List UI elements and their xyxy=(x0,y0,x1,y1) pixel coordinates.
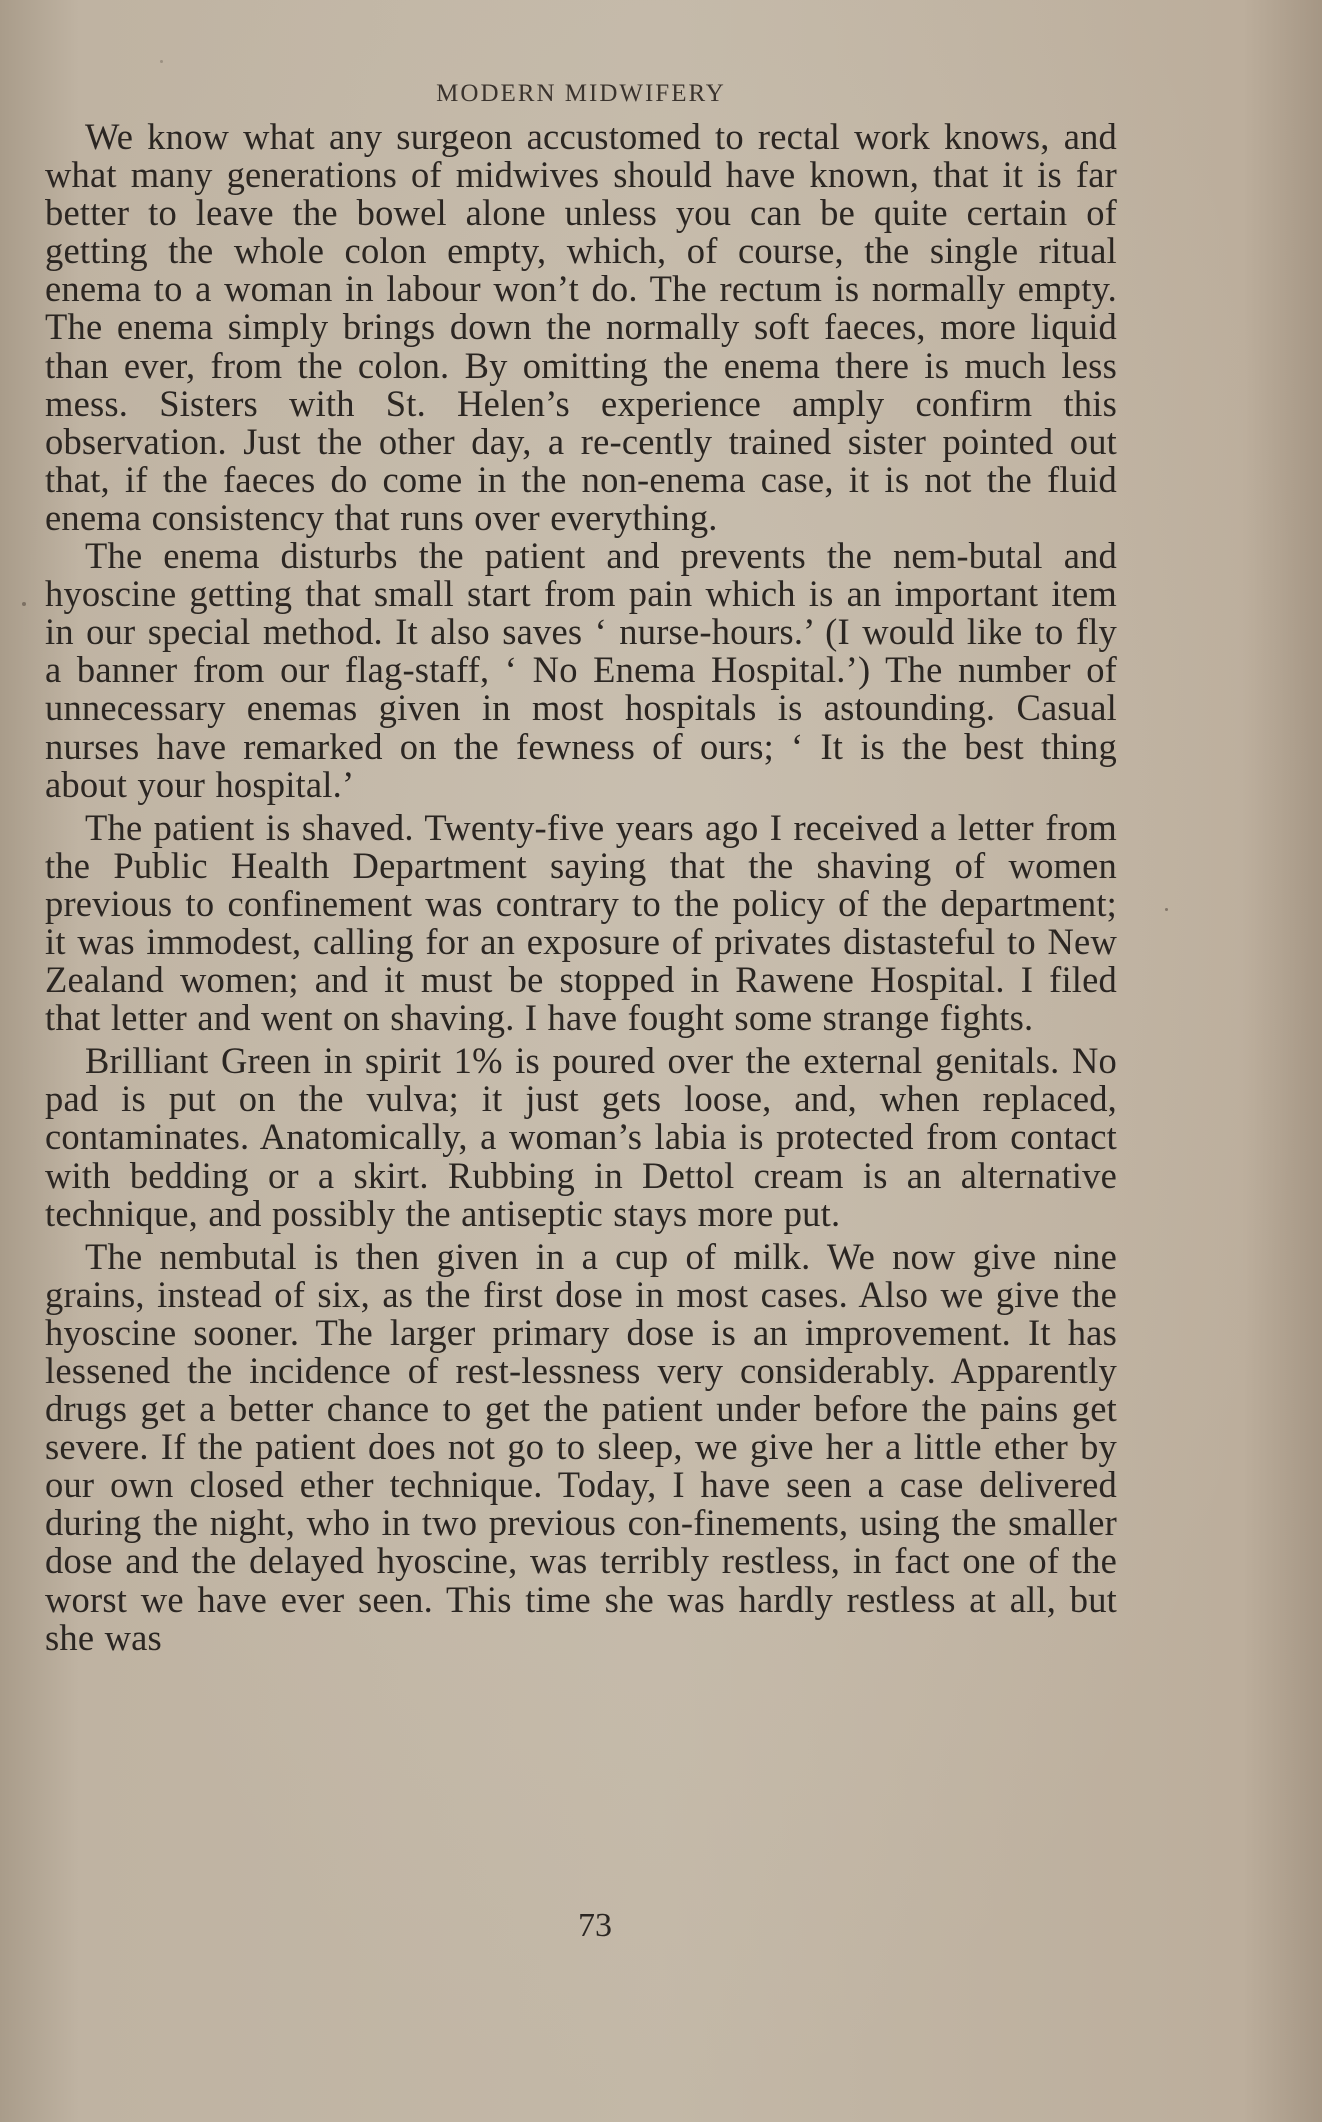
running-head: MODERN MIDWIFERY xyxy=(436,80,726,107)
paragraph-shaving: The patient is shaved. Twenty-five years ago I received a letter from the Public Health Department saying that the shaving of women previous to confinement was contrary to the policy of the department; it was immodest, calling for an exposure of privates distasteful to New Zealand women; and it must be stopped in Rawene Hospital. I filed that letter and went on shaving. I have fought some strange fights. xyxy=(45,806,1117,1039)
paragraph-nembutal: The nembutal is then given in a cup of milk. We now give nine grains, instead of six, as the first dose in most cases. Also we give the hyoscine sooner. The larger primary dose is an improvement. It has lessened the incidence of rest-lessness very considerably. Apparently drugs get a better chance to get the patient under before the pains get severe. If the patient does not go to sleep, we give her a little ether by our own closed ether technique. Today, I have seen a case delivered during the night, who in two previous con-finements, using the smaller dose and the delayed hyoscine, was terribly restless, in fact one of the worst we have ever seen. This time she was hardly restless at all, but she was xyxy=(45,1235,1117,1658)
paper-speck xyxy=(160,60,163,63)
body-text xyxy=(45,118,1117,1657)
paper-speck xyxy=(22,602,26,606)
paper-speck xyxy=(1165,908,1168,911)
paragraph-enema-bowel: We know what any surgeon accustomed to rectal work knows, and what many generations of midwives should have known, that it is far better to leave the bowel alone unless you can be quite certain of getting the whole colon empty, which, of course, the single ritual enema to a woman in labour won’t do. The rectum is normally empty. The enema simply brings down the normally soft faeces, more liquid than ever, from the colon. By omitting the enema there is much less mess. Sisters with St. Helen’s experience amply confirm this observation. Just the other day, a re-cently trained sister pointed out that, if the faeces do come in the non-enema case, it is not the fluid enema consistency that runs over everything. xyxy=(45,116,1117,538)
page-number: 73 xyxy=(578,1907,612,1944)
paragraph-brilliant-green: Brilliant Green in spirit 1% is poured over the external genitals. No pad is put on the vulva; it just gets loose, and, when replaced, contaminates. Anatomically, a woman’s labia is protected from contact with bedding or a skirt. Rubbing in Dettol cream is an alternative technique, and possibly the antiseptic stays more put. xyxy=(45,1040,1117,1234)
paragraph-enema-disturbs: The enema disturbs the patient and prevents the nem-butal and hyoscine getting that small start from pain which is an important item in our special method. It also saves ‘ nurse-hours.’ (I would like to fly a banner from our flag-staff, ‘ No Enema Hospital.’) The number of unnecessary enemas given in most hospitals is astounding. Casual nurses have remarked on the fewness of ours; ‘ It is the best thing about your hospital.’ xyxy=(45,535,1117,805)
